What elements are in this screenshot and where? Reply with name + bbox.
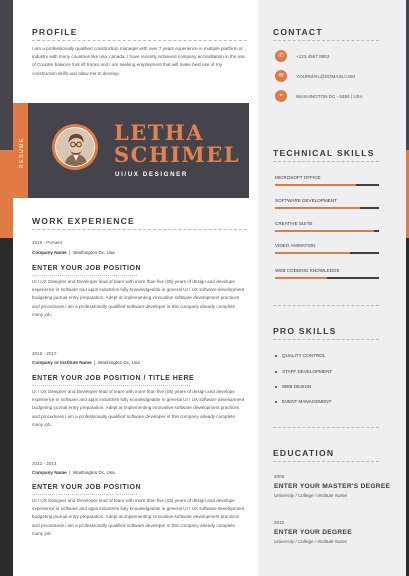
skill-label: WEB CODDING KNOWLEDGE (275, 268, 340, 273)
skill-bar (275, 277, 379, 279)
divider (273, 40, 379, 41)
skill-bar (275, 184, 379, 186)
education-year: 2009 (274, 474, 285, 479)
portrait-icon (56, 128, 95, 167)
job-date: 2015 - 2017 (32, 351, 57, 356)
divider (273, 427, 379, 428)
job-title: ENTER YOUR JOB POSITION / TITLE HERE (32, 375, 195, 382)
skill-label: CREATIVE SUITE (275, 221, 313, 226)
job-company-line: Company Name | Washington Dc, Usa (32, 250, 115, 255)
bullet-icon (275, 401, 277, 403)
skill-label: MICROSOFT OFFICE (275, 175, 321, 180)
pro-skill-item: STAFF DEVELOPMENT (282, 369, 333, 374)
profile-text: I am a professionally qualified construction manager with over 7 years experience in multiple platform or industry with many countries like usa, canada. I have recently achieved company accreditation in the use of Counter balance fork lift trucks and I am seeking employment that will make best use of my construction skills and allow me to develop. (32, 46, 245, 76)
education-institute: University / College / Institute Name (274, 539, 348, 544)
pro-skill-item: QUALITY CONTROL (282, 353, 326, 358)
skill-bar (275, 207, 379, 209)
job-description: UI / UX Designer and Developer lead of team with more than five (05) years of design and develope experience in software and apps industries fully knowledgeable in general UI / UX software development budgeting journal entry preparation. Adept at implementing innovative software development practices and procedures i am a professionally qualified software developer in this company already complete many job. (32, 389, 245, 427)
pro-skill-item: WEB DESIGN (282, 384, 312, 389)
experience-heading: WORK EXPERIENCE (32, 216, 135, 226)
education-degree: ENTER YOUR MASTER'S DEGREE (274, 483, 391, 490)
last-name: SCHIMEL (114, 142, 241, 167)
pro-skill-item: EVENT MANAGEMENT (282, 399, 332, 404)
bullet-icon (275, 386, 277, 388)
skill-bar-fill (275, 230, 374, 232)
divider (32, 40, 247, 41)
resume-tag: RESUME (19, 137, 25, 168)
skill-bar-fill (275, 252, 350, 254)
divider (32, 275, 137, 276)
skill-bar (275, 230, 379, 232)
education-institute: University / College / Institute Name (274, 493, 348, 498)
avatar (52, 124, 98, 170)
divider (273, 461, 379, 462)
job-date: 2012 - 2014 (32, 461, 57, 466)
location-icon: ⌖ (275, 90, 287, 102)
education-year: 2012 (274, 520, 285, 525)
job-role: UI/UX DESIGNER (115, 171, 188, 178)
phone-icon: ✆ (275, 50, 287, 62)
job-title: ENTER YOUR JOB POSITION (32, 265, 141, 272)
divider (32, 494, 137, 495)
bullet-icon (275, 371, 277, 373)
divider (32, 229, 247, 230)
education-degree: ENTER YOUR DEGREE (274, 529, 352, 536)
skill-bar-fill (275, 184, 356, 186)
contact-email: YOURMAIL@DOMAIN.COM (296, 74, 356, 79)
job-date: 2016 - Present (32, 240, 63, 245)
profile-heading: PROFILE (32, 27, 78, 37)
job-description: UI / UX Designer and Developer lead of team with more than five (05) years of design and develope experience in software and apps industries fully knowledgeable in general UI / UX software development budgeting journal entry preparation. Adept at implementing innovative software development practices and procedures i am a professionally qualified software developer in this company already complete many job. (32, 498, 245, 536)
divider (273, 161, 379, 162)
divider (273, 305, 379, 306)
skill-bar (275, 252, 379, 254)
contact-heading: CONTACT (273, 27, 323, 37)
skill-label: VIDEO ANIMATION (275, 243, 316, 248)
divider (32, 385, 190, 386)
contact-phone: +123 4567 8953 (296, 54, 330, 59)
bullet-icon (275, 355, 277, 357)
job-company-line: Company Name | Washington Dc, Usa (32, 470, 115, 475)
job-title: ENTER YOUR JOB POSITION (32, 484, 141, 491)
divider (273, 339, 379, 340)
technical-skills-heading: TECHNICAL SKILLS (273, 148, 375, 158)
education-heading: EDUCATION (273, 448, 335, 458)
contact-address: WASHINGTON DC - 8450 | USA (296, 94, 363, 99)
first-name: LETHA (114, 120, 205, 145)
skill-bar-fill (275, 277, 327, 279)
pro-skills-heading: PRO SKILLS (273, 326, 337, 336)
skill-label: SOFTWARE DEVELOPMENT (275, 198, 337, 203)
job-description: UI / UX Designer and Developer lead of team with more than five (05) years of design and develope experience in software and apps industries fully knowledgeable in general UI / UX software development budgeting journal entry preparation. Adept at implementing innovative software development practices and procedures i am a professionally qualified software developer in this company already complete many job. (32, 279, 245, 317)
email-icon: ✉ (275, 70, 287, 82)
skill-bar-fill (275, 207, 360, 209)
job-company-line: Company or Institute Name | Washington Dc, Usa (32, 360, 140, 365)
